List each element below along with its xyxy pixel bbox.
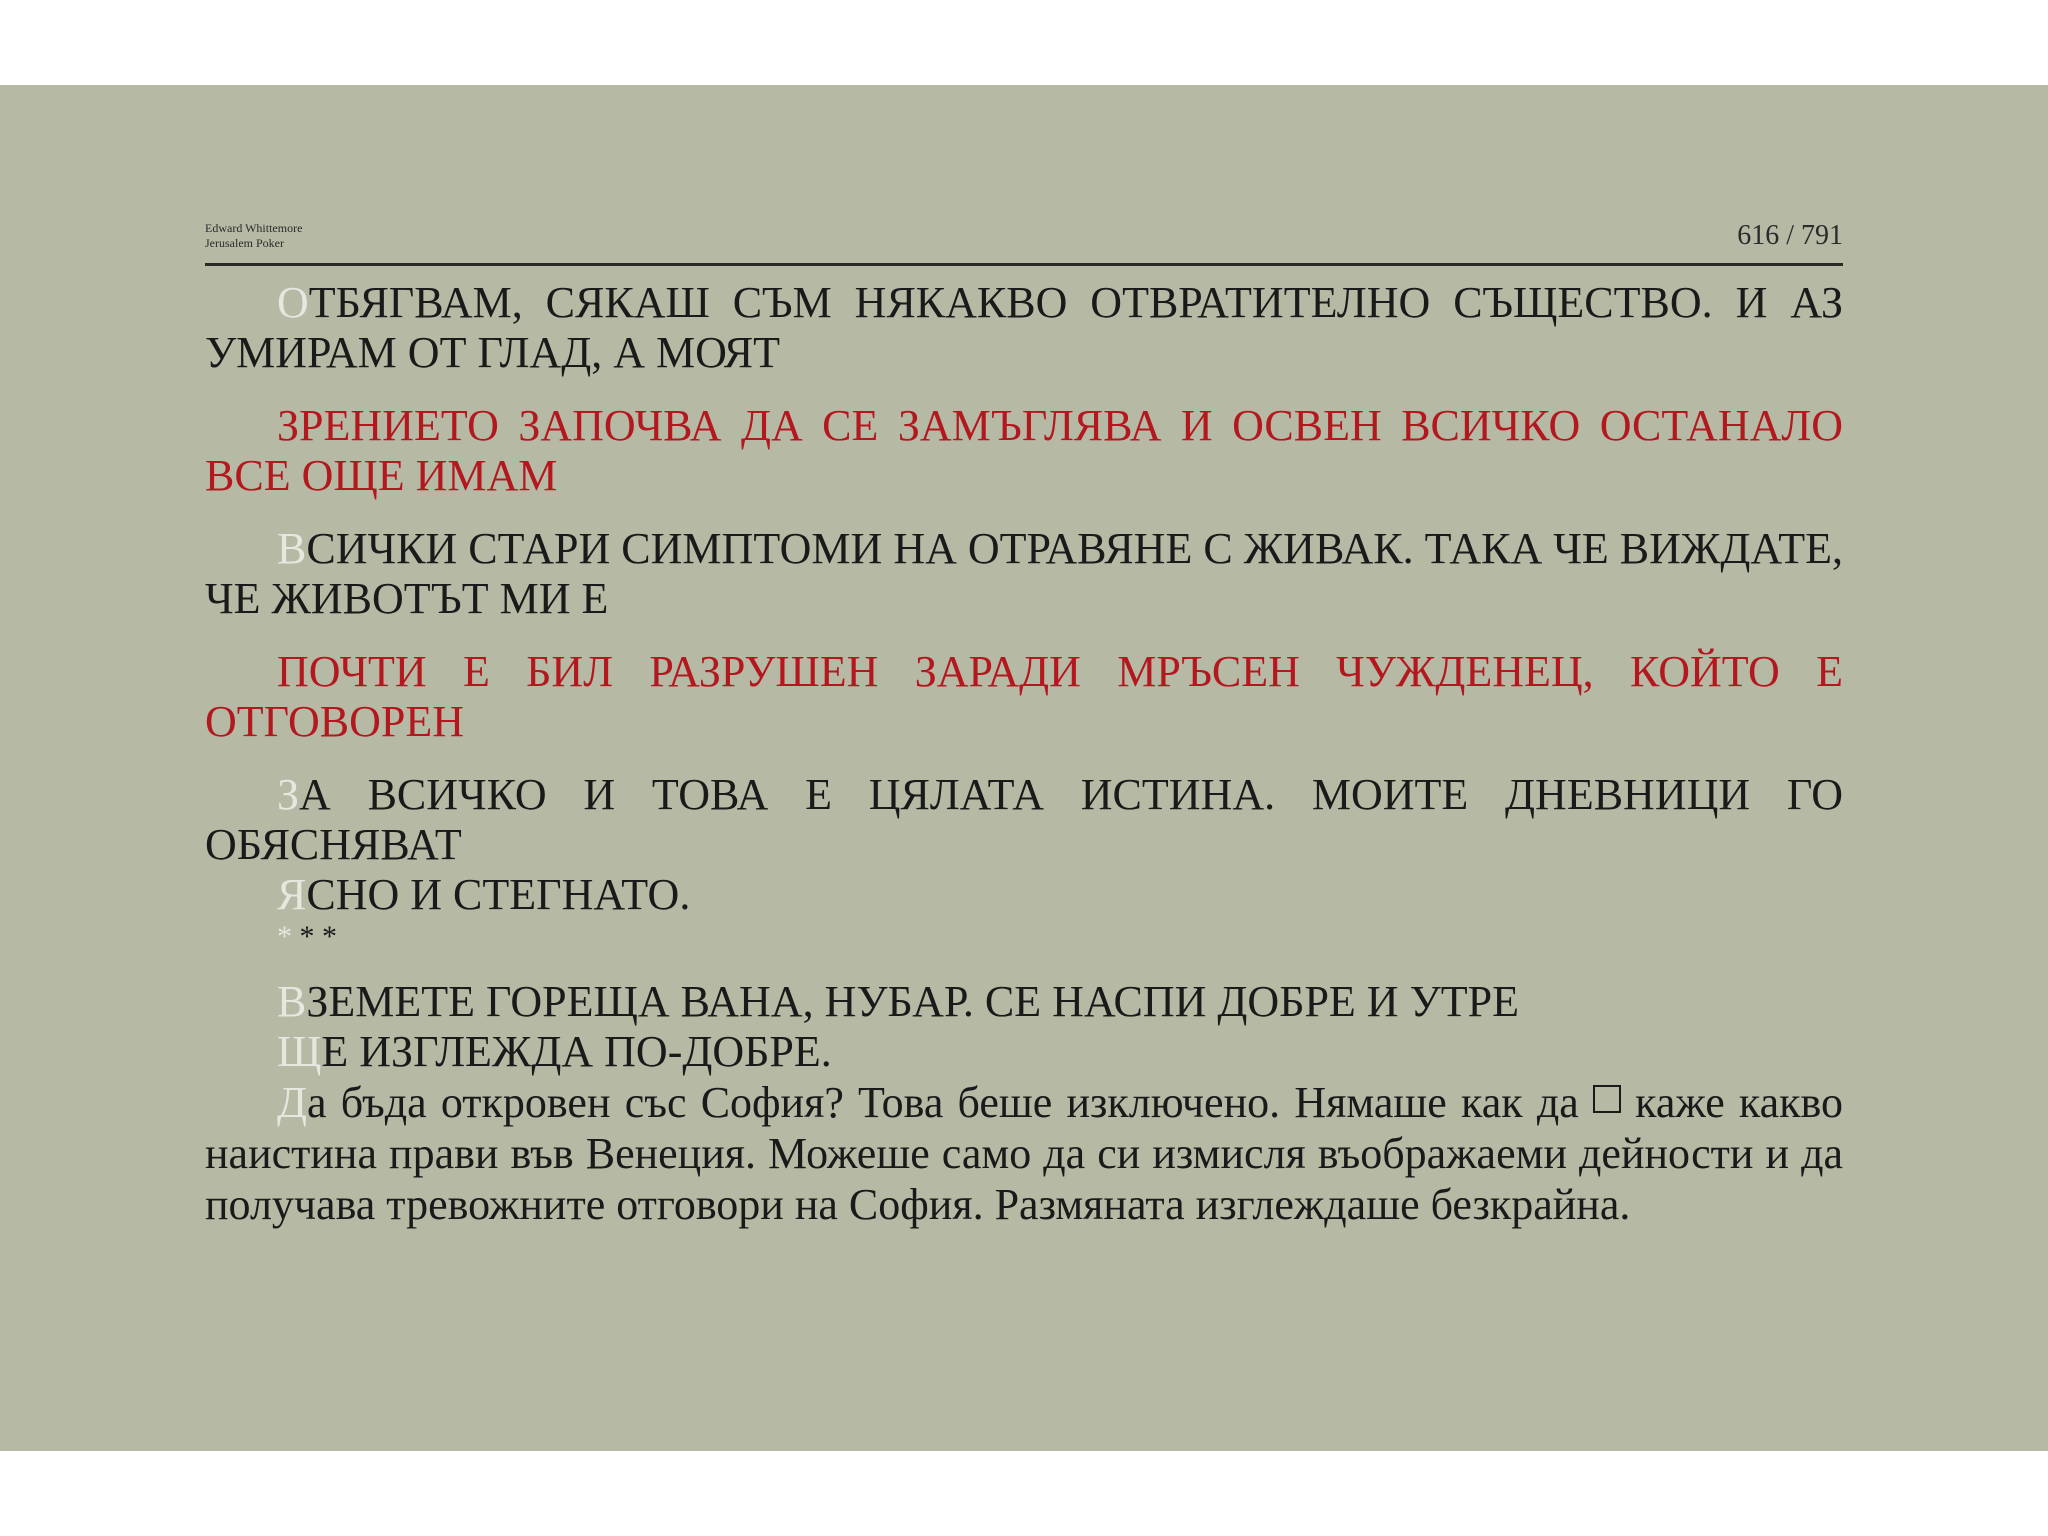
drop-initial: * — [277, 920, 292, 953]
drop-initial: Щ — [277, 1027, 322, 1076]
paragraph-text-continued: каже какво наистина прави във Венеция. Можеше само да си измисля въображаеми дейности и да получава тревожните отговори на София. Размяната изглеждаше безкрайна. — [205, 1078, 1843, 1229]
drop-initial: В — [277, 524, 307, 573]
book-meta — [205, 221, 302, 251]
paragraph — [205, 524, 1843, 624]
paragraph-text: СНО И СТЕГНАТО. — [306, 870, 691, 919]
paragraph — [205, 1027, 1843, 1077]
book-title: Jerusalem Poker — [205, 236, 284, 250]
page-header — [205, 137, 1843, 266]
paragraph — [205, 870, 1843, 920]
paragraph-text: СИЧКИ СТАРИ СИМПТОМИ НА ОТРАВЯНЕ С ЖИВАК. ТАКА ЧЕ ВИЖДАТЕ, ЧЕ ЖИВОТЪТ МИ Е — [205, 524, 1843, 623]
paragraph-text: А ВСИЧКО И ТОВА Е ЦЯЛАТА ИСТИНА. МОИТЕ ДНЕВНИЦИ ГО ОБЯСНЯВАТ — [205, 770, 1843, 869]
reader-content — [205, 278, 1843, 1230]
paragraph-text: а бъда откровен със София? Това беше изключено. Нямаше как да — [307, 1078, 1593, 1127]
paragraph — [205, 278, 1843, 378]
author-name: Edward Whittemore — [205, 221, 303, 235]
paragraph — [205, 977, 1843, 1027]
missing-glyph-box — [1593, 1085, 1621, 1113]
drop-initial: З — [277, 770, 300, 819]
paragraph-text: ЗЕМЕТЕ ГОРЕЩА ВАНА, НУБАР. СЕ НАСПИ ДОБРЕ И УТРЕ — [306, 977, 1519, 1026]
drop-initial: Я — [277, 870, 307, 919]
section-separator — [205, 920, 1843, 954]
paragraph-text: ТБЯГВАМ, СЯКАШ СЪМ НЯКАКВО ОТВРАТИТЕЛНО СЪЩЕСТВО. И АЗ УМИРАМ ОТ ГЛАД, А МОЯТ — [205, 278, 1843, 377]
paragraph — [205, 1077, 1843, 1230]
drop-initial: В — [277, 977, 307, 1026]
paragraph-text: Е ИЗГЛЕЖДА ПО-ДОБРЕ. — [321, 1027, 832, 1076]
drop-initial: Д — [277, 1078, 308, 1127]
drop-initial: О — [277, 278, 309, 327]
paragraph — [205, 770, 1843, 870]
paragraph-highlighted: ПОЧТИ Е БИЛ РАЗРУШЕН ЗАРАДИ МРЪСЕН ЧУЖДЕНЕЦ, КОЙТО Е ОТГОВОРЕН — [205, 647, 1843, 746]
paragraph-highlighted: ЗРЕНИЕТО ЗАПОЧВА ДА СЕ ЗАМЪГЛЯВА И ОСВЕН ВСИЧКО ОСТАНАЛО ВСЕ ОЩЕ ИМАМ — [205, 401, 1843, 500]
page-counter: 616 / 791 — [1737, 220, 1843, 251]
separator-stars: * * — [292, 920, 337, 953]
